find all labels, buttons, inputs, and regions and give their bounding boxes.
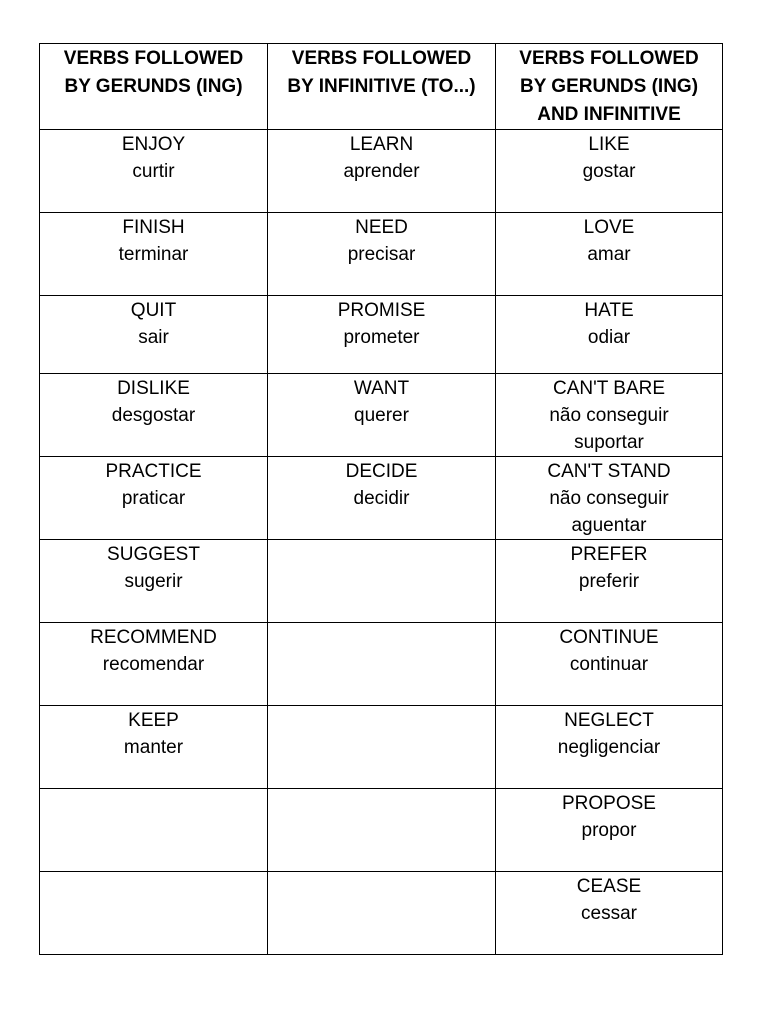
verb-english: RECOMMEND (90, 627, 217, 648)
cell-gerund (40, 706, 268, 789)
verb-portuguese: continuar (569, 654, 649, 675)
verb-english: PRACTICE (105, 461, 202, 482)
verb-portuguese: sair (138, 327, 169, 348)
verb-english: HATE (584, 300, 634, 321)
header-line: AND INFINITIVE (537, 104, 681, 125)
verb-english: SUGGEST (107, 544, 200, 565)
verb-english: PREFER (570, 544, 648, 565)
verb-portuguese-cont: aguentar (571, 515, 647, 536)
verb-english: WANT (353, 378, 410, 399)
verb-english: PROPOSE (562, 793, 656, 814)
verb-portuguese: precisar (347, 244, 416, 265)
cell-infinitive-empty (268, 706, 496, 789)
verb-english: LIKE (588, 134, 630, 155)
cell-infinitive-empty (268, 540, 496, 623)
verb-portuguese: não conseguir (549, 488, 669, 509)
cell-gerund (40, 374, 268, 457)
cell-both (496, 130, 723, 213)
verb-portuguese: querer (354, 405, 409, 426)
table-row (40, 540, 723, 623)
verb-english: ENJOY (121, 134, 186, 155)
header-line: BY GERUNDS (ING) (519, 76, 699, 97)
verb-english: CAN'T BARE (552, 378, 666, 399)
verb-portuguese: curtir (132, 161, 175, 182)
cell-both (496, 872, 723, 955)
table-row (40, 213, 723, 296)
verb-english: PROMISE (337, 300, 426, 321)
cell-infinitive (268, 457, 496, 540)
verb-portuguese: terminar (118, 244, 189, 265)
cell-both (496, 623, 723, 706)
header-line: VERBS FOLLOWED (63, 48, 244, 69)
cell-infinitive (268, 130, 496, 213)
header-gerunds-and-infinitive (496, 44, 723, 130)
table-header (40, 44, 723, 130)
cell-both (496, 540, 723, 623)
cell-both (496, 296, 723, 374)
verb-english: NEGLECT (564, 710, 654, 731)
header-row (40, 44, 723, 130)
verb-english: LOVE (583, 217, 635, 238)
cell-gerund-empty (40, 872, 268, 955)
cell-infinitive (268, 374, 496, 457)
cell-both (496, 213, 723, 296)
verb-english: FINISH (122, 217, 185, 238)
verb-portuguese: odiar (587, 327, 631, 348)
verb-portuguese: praticar (121, 488, 186, 509)
verb-portuguese: gostar (582, 161, 636, 182)
table-row (40, 623, 723, 706)
cell-gerund (40, 213, 268, 296)
verb-english: CEASE (576, 876, 642, 897)
verb-portuguese: propor (581, 820, 637, 841)
verb-portuguese: cessar (581, 903, 637, 924)
cell-gerund (40, 296, 268, 374)
table-row (40, 374, 723, 457)
verb-portuguese: não conseguir (549, 405, 669, 426)
verb-english: LEARN (349, 134, 414, 155)
table-row (40, 872, 723, 955)
cell-infinitive (268, 296, 496, 374)
header-line: BY INFINITIVE (TO...) (287, 76, 476, 97)
verb-portuguese: preferir (578, 571, 640, 592)
table-row (40, 706, 723, 789)
cell-gerund (40, 457, 268, 540)
table-row (40, 130, 723, 213)
verb-portuguese: amar (587, 244, 631, 265)
verb-portuguese-cont: suportar (574, 432, 644, 453)
cell-gerund (40, 130, 268, 213)
verb-portuguese: recomendar (102, 654, 205, 675)
verb-english: CAN'T STAND (547, 461, 671, 482)
verb-portuguese: aprender (343, 161, 420, 182)
header-line: BY GERUNDS (ING) (64, 76, 243, 97)
cell-gerund (40, 623, 268, 706)
cell-infinitive-empty (268, 623, 496, 706)
header-line: VERBS FOLLOWED (519, 48, 699, 69)
cell-infinitive-empty (268, 789, 496, 872)
verb-portuguese: sugerir (124, 571, 183, 592)
cell-both (496, 706, 723, 789)
cell-gerund-empty (40, 789, 268, 872)
verb-english: KEEP (128, 710, 179, 731)
verb-english: QUIT (130, 300, 177, 321)
header-infinitive (268, 44, 496, 130)
verb-portuguese: manter (123, 737, 184, 758)
cell-both (496, 457, 723, 540)
cell-both (496, 374, 723, 457)
cell-both (496, 789, 723, 872)
verb-english: NEED (355, 217, 408, 238)
cell-infinitive (268, 213, 496, 296)
verb-english: DISLIKE (117, 378, 190, 399)
table-row (40, 789, 723, 872)
verb-portuguese: desgostar (111, 405, 196, 426)
header-line: VERBS FOLLOWED (291, 48, 472, 69)
verb-portuguese: prometer (343, 327, 420, 348)
verb-english: DECIDE (345, 461, 418, 482)
table-body (40, 130, 723, 955)
verb-portuguese: decidir (353, 488, 410, 509)
cell-infinitive-empty (268, 872, 496, 955)
header-gerunds (40, 44, 268, 130)
verb-english: CONTINUE (559, 627, 659, 648)
table-row (40, 457, 723, 540)
cell-gerund (40, 540, 268, 623)
verb-portuguese: negligenciar (557, 737, 661, 758)
table-row (40, 296, 723, 374)
verbs-table (39, 43, 723, 955)
